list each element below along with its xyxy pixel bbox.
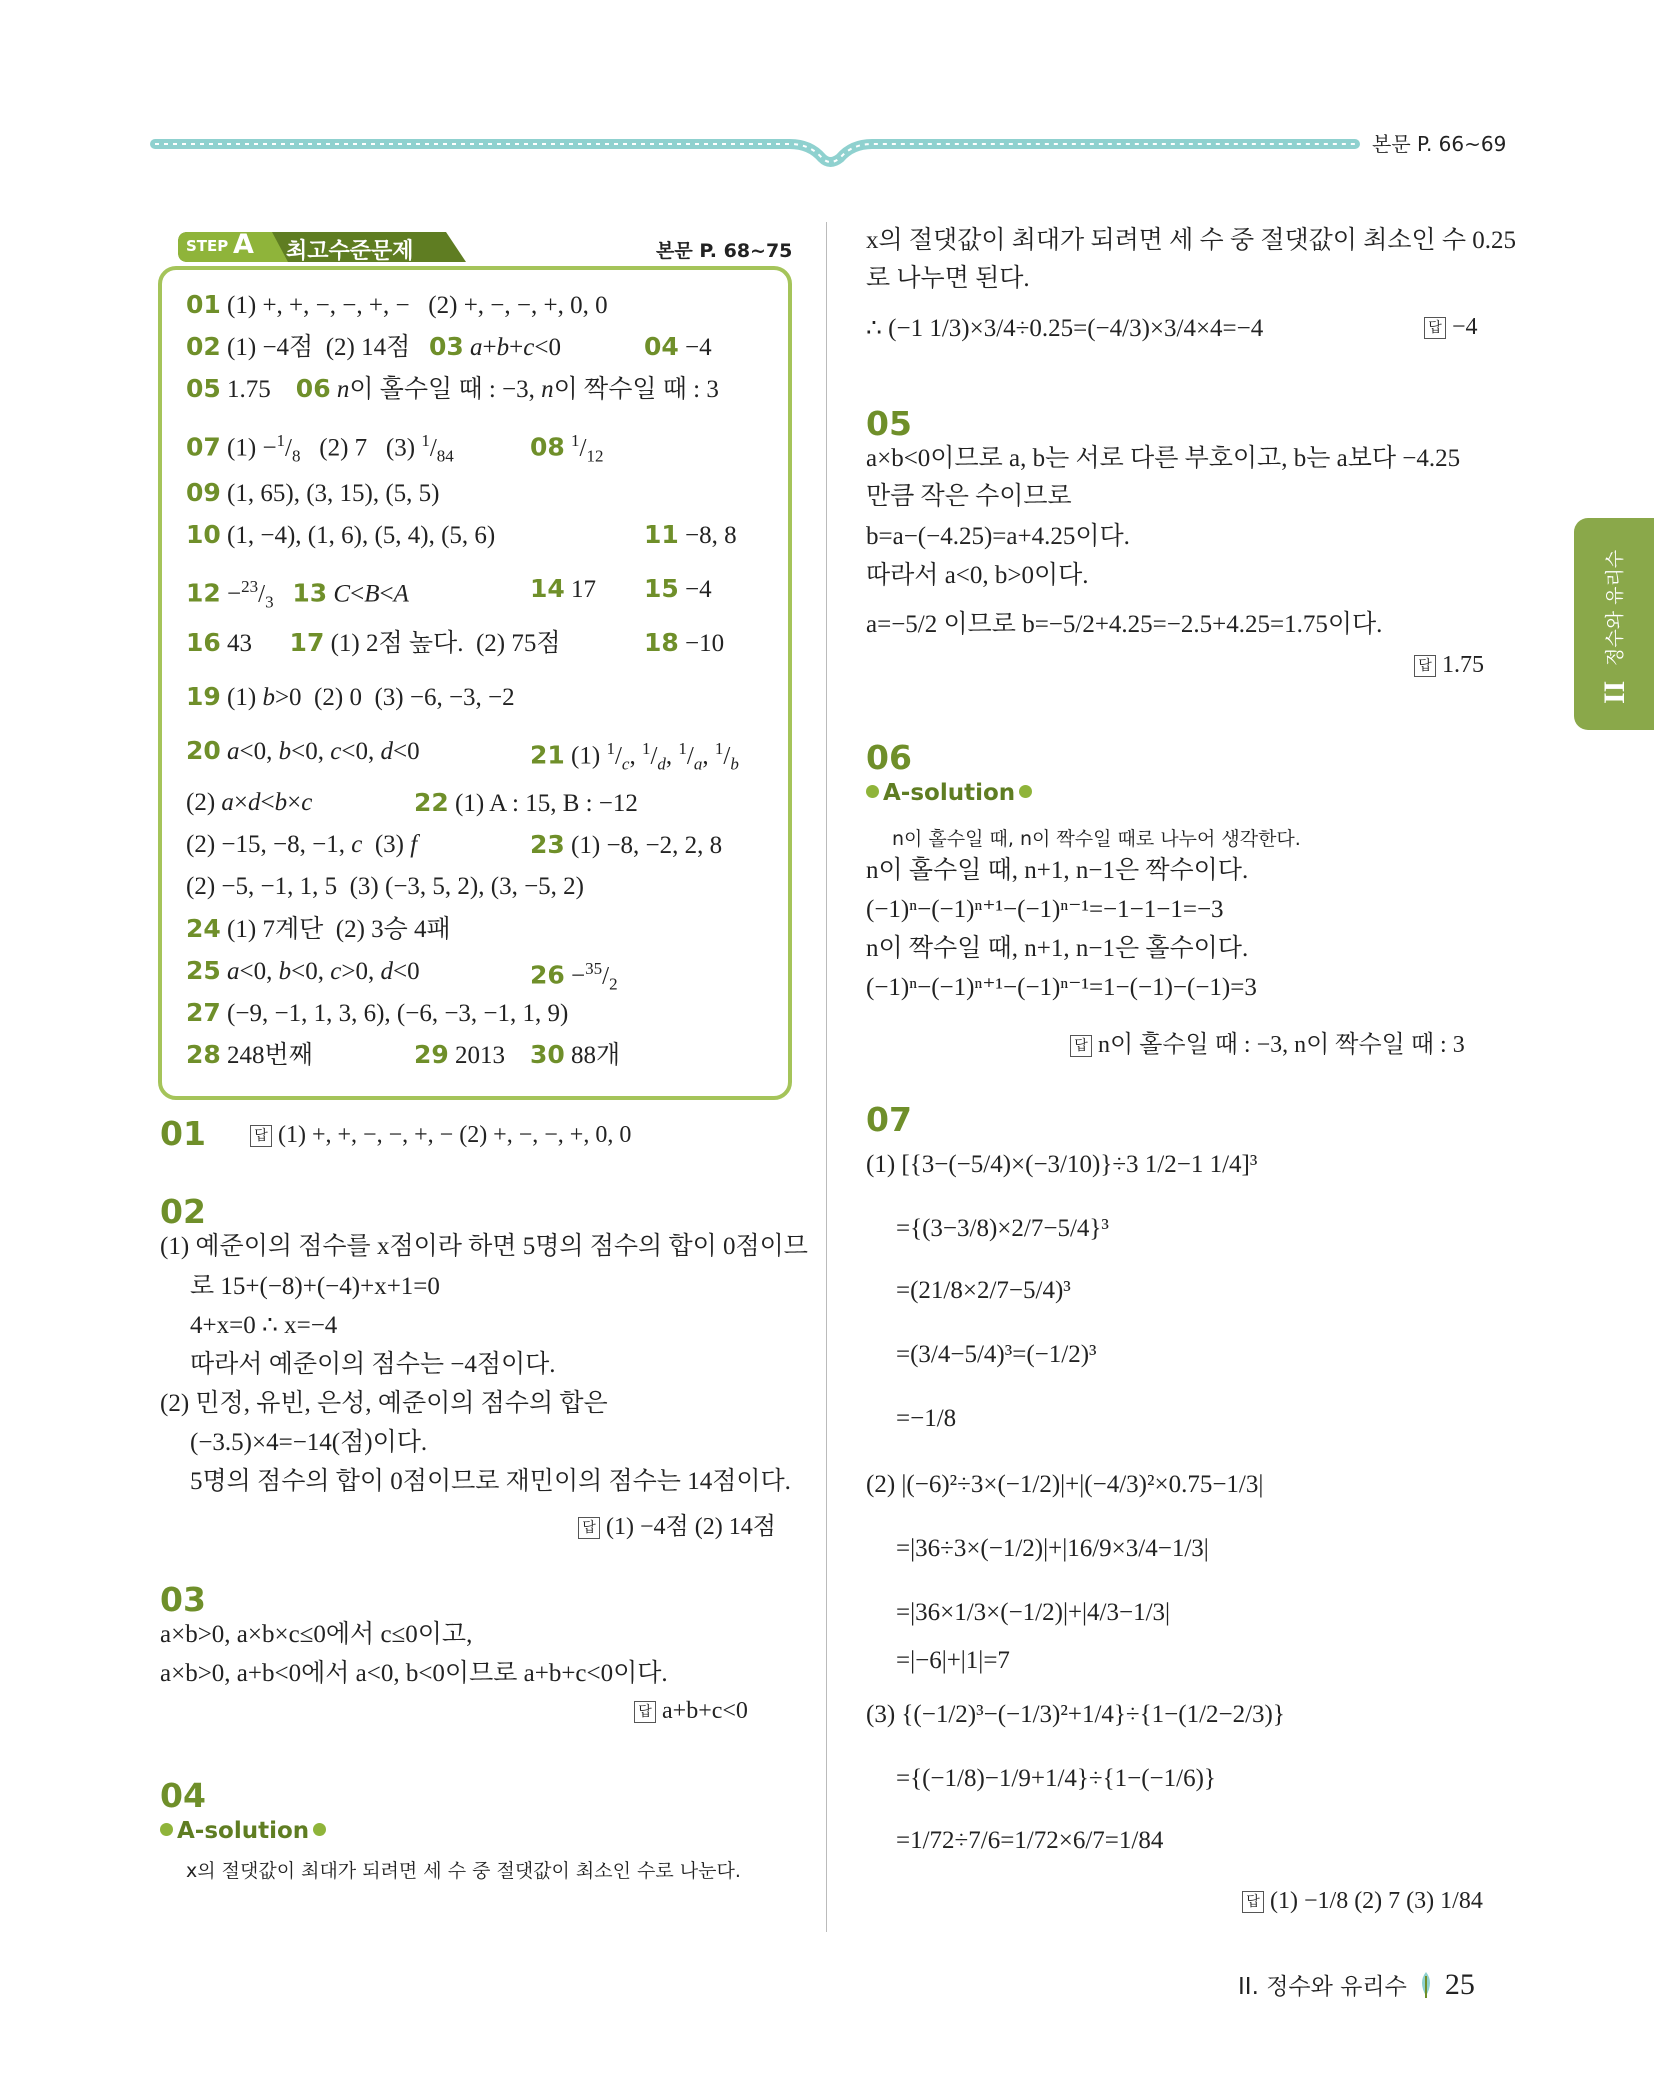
answer-mark: 답 [1414, 655, 1436, 677]
page-number: 25 [1444, 1968, 1475, 2001]
answer-mark: 답 [578, 1517, 600, 1539]
side-tab-label: 정수와 유리수 [1604, 549, 1626, 666]
bullet-dot [313, 1823, 326, 1836]
solution-07-part1-line-2: ={(3−3/8)×2/7−5/4}³ [896, 1215, 1109, 1242]
step-letter: A [233, 229, 254, 260]
summary-row-25: 25 a<0, b<0, c>0, d<0 [186, 956, 420, 985]
a-solution-label-06: A-solution [866, 780, 1032, 806]
summary-row-02: 02 (1) −4점 (2) 14점 03 a+b+c<0 [186, 332, 561, 361]
summary-row-08: 08 $^1/_{12}$ [530, 431, 604, 466]
summary-row-23b: (2) −5, −1, 1, 5 (3) (−3, 5, 2), (3, −5, 2) [186, 873, 584, 900]
summary-row-21: 21 (1) $^1/_c$, $^1/_d$, $^1/_a$, $^1/_b$ [530, 739, 739, 774]
solution-number-04: 04 [160, 1776, 206, 1815]
solution-07-part1-line-4: =(3/4−5/4)³=(−1/2)³ [896, 1341, 1097, 1368]
solution-06-line-3: n이 짝수일 때, n+1, n−1은 홀수이다. [866, 935, 1249, 962]
solution-02-line-2: 로 15+(−8)+(−4)+x+1=0 [190, 1273, 440, 1300]
solution-02-line-7: 5명의 점수의 합이 0점이므로 재민이의 점수는 14점이다. [190, 1468, 791, 1495]
summary-row-05: 05 1.75 06 n이 홀수일 때 : −3, n이 짝수일 때 : 3 [186, 374, 719, 403]
solution-03-line-1: a×b>0, a×b×c≤0에서 c≤0이고, [160, 1621, 473, 1648]
side-chapter-tab[interactable] [1574, 518, 1654, 730]
solution-number-01: 01 [160, 1114, 206, 1153]
leaf-icon [1417, 1970, 1435, 2000]
step-badge [176, 230, 468, 264]
summary-row-16: 16 43 17 (1) 2점 높다. (2) 75점 [186, 628, 561, 657]
answer-03: 답 a+b+c<0 [634, 1698, 748, 1725]
answer-02: 답 (1) −4점 (2) 14점 [578, 1506, 776, 1541]
solution-07-part1-line-1: (1) [{3−(−5/4)×(−3/10)}÷3 1/2−1 1/4]³ [866, 1151, 1258, 1178]
footer [1238, 1968, 1475, 2002]
a-solution-label-04: A-solution [160, 1818, 326, 1844]
solution-07-part1-line-3: =(21/8×2/7−5/4)³ [896, 1277, 1071, 1304]
solution-number-03: 03 [160, 1580, 206, 1619]
solution-02-line-4: 따라서 예준이의 점수는 −4점이다. [190, 1351, 556, 1378]
solution-02-line-6: (−3.5)×4=−14(점)이다. [190, 1429, 428, 1456]
summary-row-30: 30 88개 [530, 1040, 621, 1069]
solution-02-line-5: (2) 민정, 유빈, 은성, 예준이의 점수의 합은 [160, 1390, 608, 1417]
summary-row-21b: (2) a×d<b×c [186, 789, 313, 816]
summary-row-29: 29 2013 [414, 1040, 506, 1069]
solution-number-02: 02 [160, 1192, 206, 1231]
column-divider [826, 222, 827, 1932]
bullet-dot [866, 785, 879, 798]
solution-02-line-3: 4+x=0 ∴ x=−4 [190, 1312, 338, 1339]
bullet-dot [160, 1823, 173, 1836]
solution-04-line-3: ∴ (−1 1/3)×3/4÷0.25=(−4/3)×3/4×4=−4 [866, 315, 1264, 342]
answer-mark: 답 [250, 1125, 272, 1147]
summary-row-18: 18 −10 [644, 628, 725, 657]
summary-row-23: 23 (1) −8, −2, 2, 8 [530, 830, 723, 859]
solution-04-line-2: 로 나누면 된다. [866, 265, 1030, 292]
footer-chapter: II. 정수와 유리수 [1238, 1974, 1407, 2000]
summary-row-12: $12 -^{23}/_3$ 13 C<B<A [186, 577, 409, 612]
solution-07-part2-line-3: =|36×1/3×(−1/2)|+|4/3−1/3| [896, 1599, 1171, 1626]
summary-row-22: 22 (1) A : 15, B : −12 [414, 788, 638, 817]
answer-07: 답 (1) −1/8 (2) 7 (3) 1/84 [1242, 1888, 1483, 1915]
step-page-ref: 본문 P. 68~75 [656, 240, 793, 262]
side-tab-numeral: II [1598, 680, 1631, 704]
summary-row-11: 11 −8, 8 [644, 520, 737, 549]
step-label: STEP [186, 237, 229, 255]
answer-mark: 답 [1070, 1035, 1092, 1057]
bullet-dot [1019, 785, 1032, 798]
answer-04: 답 −4 [1424, 314, 1478, 341]
solution-04-hint: x의 절댓값이 최대가 되려면 세 수 중 절댓값이 최소인 수로 나눈다. [186, 1860, 741, 1882]
summary-row-28: 28 248번째 [186, 1040, 313, 1069]
solution-06-line-2: (−1)ⁿ−(−1)ⁿ⁺¹−(−1)ⁿ⁻¹=−1−1−1=−3 [866, 896, 1224, 923]
solution-05-line-2: 만큼 작은 수이므로 [866, 483, 1072, 510]
summary-row-26: $26 -^{35}/_2$ [530, 959, 618, 994]
solution-05-line-5: a=−5/2 이므로 b=−5/2+4.25=−2.5+4.25=1.75이다. [866, 611, 1383, 638]
solution-02-line-1: (1) 예준이의 점수를 x점이라 하면 5명의 점수의 합이 0점이므 [160, 1233, 808, 1260]
solution-number-07: 07 [866, 1100, 912, 1139]
summary-row-01: 01 (1) +, +, −, −, +, − (2) +, −, −, +, 0, 0 [186, 290, 608, 319]
answer-mark: 답 [1424, 317, 1446, 339]
solution-06-line-1: n이 홀수일 때, n+1, n−1은 짝수이다. [866, 857, 1249, 884]
summary-row-19: 19 (1) b>0 (2) 0 (3) −6, −3, −2 [186, 682, 515, 711]
solution-07-part3-line-2: ={(−1/8)−1/9+1/4}÷{1−(−1/6)} [896, 1765, 1216, 1792]
summary-row-24: 24 (1) 7계단 (2) 3승 4패 [186, 914, 451, 943]
answer-05: 답 1.75 [1414, 652, 1484, 679]
solution-07-part2-line-4: =|−6|+|1|=7 [896, 1647, 1010, 1674]
solution-04-line-1: x의 절댓값이 최대가 되려면 세 수 중 절댓값이 최소인 수 0.25 [866, 227, 1517, 254]
summary-row-14: 14 17 [530, 574, 597, 603]
header-wave-banner [150, 130, 1360, 180]
solution-number-06: 06 [866, 738, 912, 777]
solution-number-05: 05 [866, 404, 912, 443]
summary-row-22b: (2) −15, −8, −1, c (3) f [186, 831, 418, 858]
solution-05-line-4: 따라서 a<0, b>0이다. [866, 562, 1089, 589]
solution-07-part2-line-1: (2) |(−6)²÷3×(−1/2)|+|(−4/3)²×0.75−1/3| [866, 1471, 1264, 1498]
summary-row-04: 04 −4 [644, 332, 712, 361]
summary-row-10: 10 (1, −4), (1, 6), (5, 4), (5, 6) [186, 520, 496, 549]
summary-row-20: 20 a<0, b<0, c<0, d<0 [186, 736, 420, 765]
summary-row-07: 07 $(1) -^1/_8$ (2) 7 (3) $^1/_{84}$ [186, 431, 454, 466]
solution-07-part3-line-1: (3) {(−1/2)³−(−1/3)²+1/4}÷{1−(1/2−2/3)} [866, 1701, 1285, 1728]
answer-mark: 답 [1242, 1891, 1264, 1913]
header-page-ref: 본문 P. 66~69 [1372, 132, 1507, 156]
answer-01: 답 (1) +, +, −, −, +, − (2) +, −, −, +, 0, 0 [250, 1122, 631, 1149]
summary-row-27: 27 (−9, −1, 1, 3, 6), (−6, −3, −1, 1, 9) [186, 998, 569, 1027]
solution-07-part2-line-2: =|36÷3×(−1/2)|+|16/9×3/4−1/3| [896, 1535, 1209, 1562]
solution-07-part1-line-5: =−1/8 [896, 1405, 957, 1432]
step-title: 최고수준문제 [286, 239, 414, 264]
solution-06-hint: n이 홀수일 때, n이 짝수일 때로 나누어 생각한다. [892, 828, 1301, 850]
summary-row-15: 15 −4 [644, 574, 712, 603]
answer-06: 답 n이 홀수일 때 : −3, n이 짝수일 때 : 3 [1070, 1024, 1465, 1059]
solution-05-line-1: a×b<0이므로 a, b는 서로 다른 부호이고, b는 a보다 −4.25 [866, 445, 1461, 472]
solution-05-line-3: b=a−(−4.25)=a+4.25이다. [866, 523, 1130, 550]
solution-03-line-2: a×b>0, a+b<0에서 a<0, b<0이므로 a+b+c<0이다. [160, 1660, 668, 1687]
answer-mark: 답 [634, 1701, 656, 1723]
solution-07-part3-line-3: =1/72÷7/6=1/72×6/7=1/84 [896, 1827, 1164, 1854]
summary-row-09: 09 (1, 65), (3, 15), (5, 5) [186, 478, 440, 507]
solution-06-line-4: (−1)ⁿ−(−1)ⁿ⁺¹−(−1)ⁿ⁻¹=1−(−1)−(−1)=3 [866, 974, 1257, 1001]
